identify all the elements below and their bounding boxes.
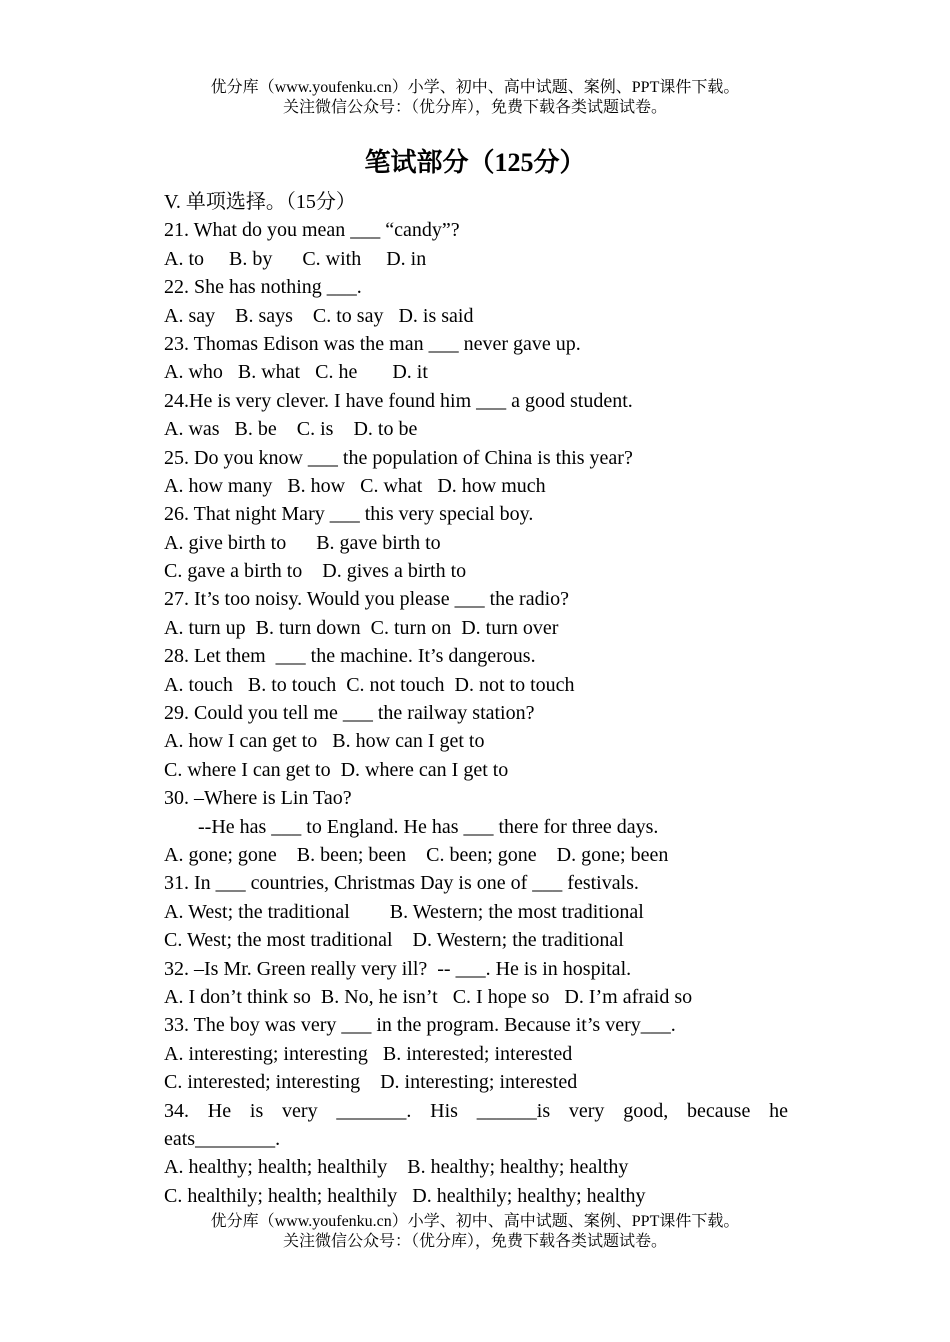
question-23: 23. Thomas Edison was the man ___ never gave up. bbox=[164, 332, 581, 355]
header-line-1: 优分库（www.youfenku.cn）小学、初中、高中试题、案例、PPT课件下载。 bbox=[210, 79, 740, 96]
options-27: A. turn up B. turn down C. turn on D. turn over bbox=[164, 616, 559, 639]
question-31: 31. In ___ countries, Christmas Day is one of ___ festivals. bbox=[164, 872, 639, 895]
footer-line-1: 优分库（www.youfenku.cn）小学、初中、高中试题、案例、PPT课件下载。 bbox=[210, 1213, 740, 1230]
options-32: A. I don’t think so B. No, he isn’t C. I hope so D. I’m afraid so bbox=[164, 985, 693, 1008]
question-26: 26. That night Mary ___ this very special boy. bbox=[164, 503, 534, 526]
section-title: 笔试部分（125分） bbox=[364, 148, 586, 177]
question-34: 34. He is very _______. His ______is very good, because he bbox=[164, 1099, 788, 1122]
question-34-cont: eats________. bbox=[164, 1127, 281, 1150]
options-33-ab: A. interesting; interesting B. interested; interested bbox=[164, 1042, 573, 1065]
options-33-cd: C. interested; interesting D. interesting; interested bbox=[164, 1071, 578, 1094]
question-25: 25. Do you know ___ the population of China is this year? bbox=[164, 446, 633, 469]
question-22: 22. She has nothing ___. bbox=[164, 276, 362, 299]
options-31-ab: A. West; the traditional B. Western; the most traditional bbox=[164, 900, 644, 923]
options-22: A. say B. says C. to say D. is said bbox=[164, 304, 474, 327]
options-26-ab: A. give birth to B. gave birth to bbox=[164, 531, 441, 554]
footer-line-2: 关注微信公众号：（优分库），免费下载各类试题试卷。 bbox=[282, 1233, 667, 1250]
options-30: A. gone; gone B. been; been C. been; gone D. gone; been bbox=[164, 843, 669, 866]
options-29-cd: C. where I can get to D. where can I get to bbox=[164, 758, 509, 781]
options-21: A. to B. by C. with D. in bbox=[164, 247, 427, 270]
question-27: 27. It’s too noisy. Would you please ___ the radio? bbox=[164, 588, 569, 611]
options-26-cd: C. gave a birth to D. gives a birth to bbox=[164, 560, 467, 583]
question-29: 29. Could you tell me ___ the railway station? bbox=[164, 702, 535, 725]
question-30: 30. –Where is Lin Tao? bbox=[164, 787, 352, 810]
options-24: A. was B. be C. is D. to be bbox=[164, 418, 418, 441]
question-28: 28. Let them ___ the machine. It’s dangerous. bbox=[164, 645, 536, 668]
options-31-cd: C. West; the most traditional D. Western; the traditional bbox=[164, 929, 624, 952]
options-25: A. how many B. how C. what D. how much bbox=[164, 474, 546, 497]
options-34-ab: A. healthy; health; healthily B. healthy; healthy; healthy bbox=[164, 1156, 629, 1179]
options-34-cd: C. healthily; health; healthily D. healthily; healthy; healthy bbox=[164, 1184, 646, 1207]
options-23: A. who B. what C. he D. it bbox=[164, 361, 428, 384]
header-line-2: 关注微信公众号：（优分库），免费下载各类试题试卷。 bbox=[282, 99, 667, 116]
question-32: 32. –Is Mr. Green really very ill? -- ___. He is in hospital. bbox=[164, 957, 632, 980]
options-29-ab: A. how I can get to B. how can I get to bbox=[164, 730, 485, 753]
question-list bbox=[164, 188, 788, 1210]
question-21: 21. What do you mean ___ “candy”? bbox=[164, 219, 460, 242]
options-28: A. touch B. to touch C. not touch D. not to touch bbox=[164, 673, 575, 696]
question-33: 33. The boy was very ___ in the program. Because it’s very___. bbox=[164, 1014, 676, 1037]
section-heading: V. 单项选择。（15分） bbox=[164, 191, 356, 213]
question-24: 24.He is very clever. I have found him ___ a good student. bbox=[164, 389, 633, 412]
question-30-reply: --He has ___ to England. He has ___ there for three days. bbox=[198, 815, 659, 838]
